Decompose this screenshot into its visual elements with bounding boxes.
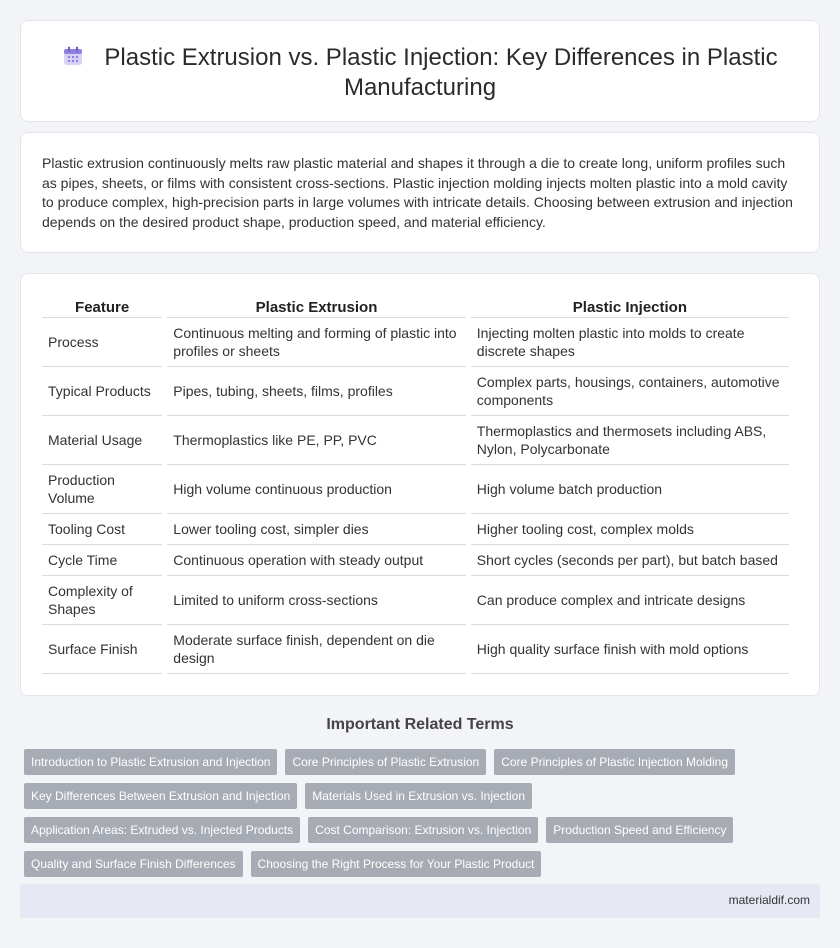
- related-terms-heading: Important Related Terms: [326, 716, 514, 733]
- extrusion-cell: Thermoplastics like PE, PP, PVC: [167, 416, 466, 465]
- injection-cell: Thermoplastics and thermosets including ABS, Nylon, Polycarbonate: [471, 416, 789, 465]
- extrusion-cell: Continuous operation with steady output: [167, 545, 466, 576]
- related-term-tag[interactable]: Introduction to Plastic Extrusion and Injection: [24, 749, 277, 775]
- related-term-tag[interactable]: Materials Used in Extrusion vs. Injection: [305, 783, 532, 809]
- column-header-feature: Feature: [42, 296, 162, 318]
- injection-cell: High volume batch production: [471, 465, 789, 514]
- table-row: [42, 318, 789, 367]
- feature-cell: Surface Finish: [42, 625, 162, 674]
- feature-cell: Typical Products: [42, 367, 162, 416]
- extrusion-cell: Lower tooling cost, simpler dies: [167, 514, 466, 545]
- table-row: [42, 367, 789, 416]
- table-row: [42, 576, 789, 625]
- intro-paragraph: Plastic extrusion continuously melts raw plastic material and shapes it through a die to create long, uniform profiles such as pipes, sheets, or films with consistent cross-sections. Plastic injection molding injects molten plastic into a mold cavity to produce complex, high-precision parts in large volumes with intricate details. Choosing between extrusion and injection depends on the desired product shape, production speed, and material efficiency.: [42, 155, 793, 230]
- footer: [20, 884, 820, 918]
- extrusion-cell: High volume continuous production: [167, 465, 466, 514]
- footer-site-name[interactable]: materialdif.com: [728, 893, 810, 907]
- column-header-injection: Plastic Injection: [471, 296, 789, 318]
- table-row: [42, 545, 789, 576]
- header-card: [20, 20, 820, 122]
- related-term-tag[interactable]: Cost Comparison: Extrusion vs. Injection: [308, 817, 538, 843]
- related-term-tag[interactable]: Application Areas: Extruded vs. Injected Products: [24, 817, 300, 843]
- extrusion-cell: Continuous melting and forming of plastic into profiles or sheets: [167, 318, 466, 367]
- calendar-icon: [62, 45, 84, 67]
- injection-cell: Injecting molten plastic into molds to create discrete shapes: [471, 318, 789, 367]
- page-title: [21, 43, 819, 103]
- feature-cell: Tooling Cost: [42, 514, 162, 545]
- table-row: [42, 514, 789, 545]
- injection-cell: Can produce complex and intricate designs: [471, 576, 789, 625]
- table-row: [42, 465, 789, 514]
- injection-cell: Short cycles (seconds per part), but batch based: [471, 545, 789, 576]
- related-term-tag[interactable]: Choosing the Right Process for Your Plastic Product: [251, 851, 542, 877]
- table-header-row: [42, 296, 789, 318]
- feature-cell: Production Volume: [42, 465, 162, 514]
- related-term-tag[interactable]: Core Principles of Plastic Injection Molding: [494, 749, 735, 775]
- column-header-extrusion: Plastic Extrusion: [167, 296, 466, 318]
- table-row: [42, 625, 789, 674]
- injection-cell: Complex parts, housings, containers, automotive components: [471, 367, 789, 416]
- intro-card: [20, 132, 820, 253]
- injection-cell: Higher tooling cost, complex molds: [471, 514, 789, 545]
- page-title-text: Plastic Extrusion vs. Plastic Injection: Key Differences in Plastic Manufacturing: [104, 44, 778, 101]
- comparison-card: [20, 273, 820, 696]
- related-term-tag[interactable]: Production Speed and Efficiency: [546, 817, 733, 843]
- feature-cell: Material Usage: [42, 416, 162, 465]
- related-term-tag[interactable]: Quality and Surface Finish Differences: [24, 851, 243, 877]
- comparison-table: [37, 296, 794, 674]
- extrusion-cell: Pipes, tubing, sheets, films, profiles: [167, 367, 466, 416]
- related-term-tag[interactable]: Key Differences Between Extrusion and Injection: [24, 783, 297, 809]
- extrusion-cell: Moderate surface finish, dependent on die design: [167, 625, 466, 674]
- feature-cell: Complexity of Shapes: [42, 576, 162, 625]
- feature-cell: Process: [42, 318, 162, 367]
- related-terms-list: [24, 749, 819, 885]
- related-term-tag[interactable]: Core Principles of Plastic Extrusion: [285, 749, 486, 775]
- table-row: [42, 416, 789, 465]
- extrusion-cell: Limited to uniform cross-sections: [167, 576, 466, 625]
- injection-cell: High quality surface finish with mold options: [471, 625, 789, 674]
- feature-cell: Cycle Time: [42, 545, 162, 576]
